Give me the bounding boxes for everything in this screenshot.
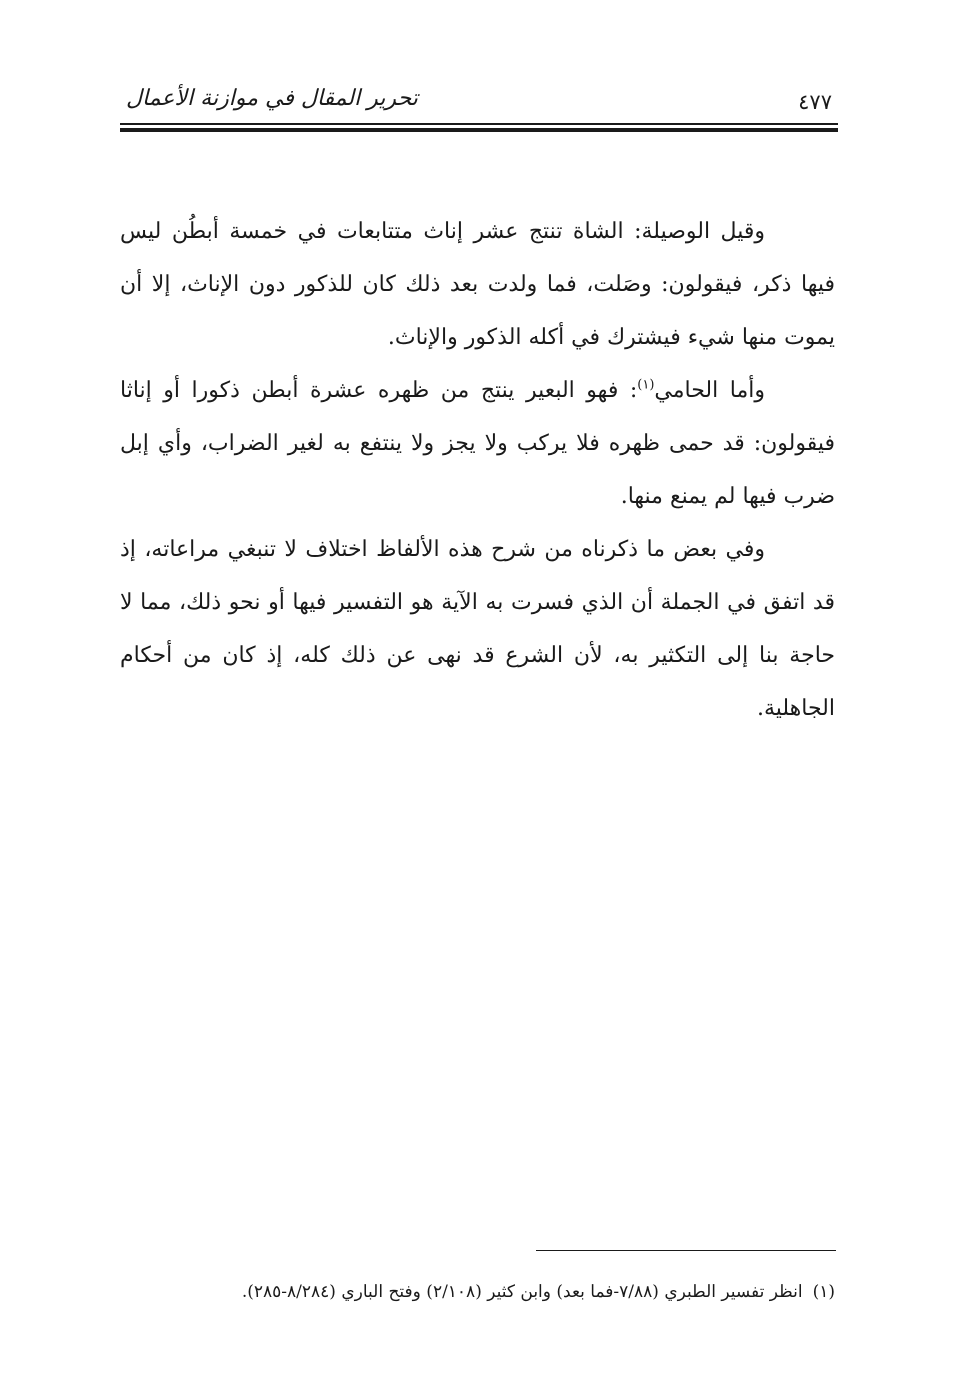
paragraph-wasila: وقيل الوصيلة: الشاة تنتج عشر إناث متتابعات في خمسة أبطُن ليس فيها ذكر، فيقولون: وصَلت، فما ولدت بعد ذلك كان للذكور دون الإناث، إلا أن يموت منها شيء فيشترك في أكله الذكور والإناث. — [120, 219, 835, 350]
paragraph-hami-rest: : فهو البعير ينتج من ظهره عشرة أبطن ذكورا أو إناثا فيقولون: قد حمى ظهره فلا يركب ولا يجز ولا ينتفع به لغير الضراب، وأي إبل ضرب فيها لم يمنع منها. — [120, 378, 835, 509]
footnote — [120, 1278, 835, 1306]
page-header — [120, 78, 838, 126]
main-text — [120, 205, 835, 735]
footnote-text: انظر تفسير الطبري (٧/٨٨-فما بعد) وابن كثير (٢/١٠٨) وفتح الباري (٨/٢٨٤-٢٨٥). — [241, 1282, 803, 1302]
footnote-marker: (١) — [812, 1282, 835, 1302]
footnote-separator — [536, 1250, 836, 1251]
header-rule-thin — [120, 123, 838, 125]
paragraph-hami — [120, 364, 835, 523]
running-title: تحرير المقال في موازنة الأعمال — [126, 86, 418, 111]
footnote-reference[interactable]: (١) — [637, 377, 655, 393]
paragraph-ikhtilaf: وفي بعض ما ذكرناه من شرح هذه الألفاظ اختلاف لا تنبغي مراعاته، إذ قد اتفق في الجملة أن الذي فسرت به الآية هو التفسير فيها أو نحو ذلك، مما لا حاجة بنا إلى التكثير به، لأن الشرع قد نهى عن ذلك كله، إذ كان من أحكام الجاهلية. — [120, 537, 835, 721]
paragraph-hami-start: وأما الحامي — [654, 378, 765, 403]
header-rule-thick — [120, 128, 838, 132]
page-number: ٤٧٧ — [798, 90, 832, 114]
